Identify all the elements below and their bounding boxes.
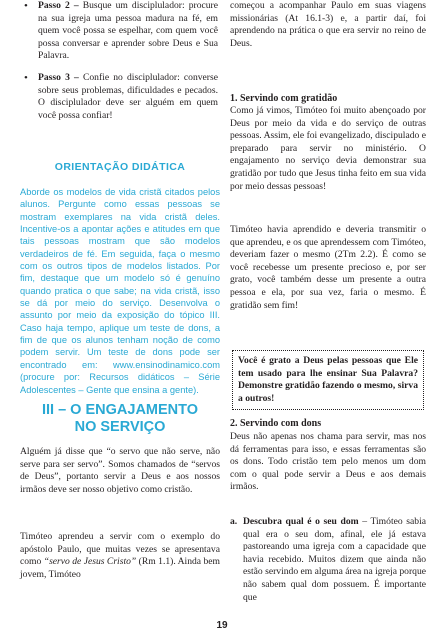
bullet-icon: • [24,72,28,84]
intro-paragraph-2-start: Timóteo aprendeu a servir com o exemplo do apóstolo Paulo, que muitas vezes se apresentava como [20,531,220,568]
step-3-label: Passo 3 – [38,72,79,83]
page-number: 19 [216,620,228,631]
intro-quote: “servo de Jesus Cristo” [43,556,137,568]
item-a-text: – Timóteo sabia qual era o seu dom, afinal, ele já estava pastoreando uma igreja com a capacidade que havia recebido. Muitos dizem que ainda não estão servindo em alguma área na igreja porque não sabem qual dom possuem. É importante que [243,516,427,603]
step-3-paragraph [38,72,218,122]
item-a-marker: a. [230,516,238,527]
step-2-paragraph [38,0,218,63]
reflection-callout: Você é grato a Deus pelas pessoas que Ele tem usado para lhe ensinar Sua Palavra? Demonstre gratidão fazendo o mesmo, sirva a outros! [232,350,424,410]
item-a-paragraph [243,516,426,604]
didactic-heading: ORIENTAÇÃO DIDÁTICA [54,161,186,173]
gratidao-paragraph-2: Timóteo havia aprendido e deveria transmitir o que aprendeu, e os que aprendessem com Timóteo, deveriam fazer o mesmo (2Tm 2.2). É como se você recebesse um presente precioso e, por ser grato, você também desse um presente a outra pessoa e ela, por sua vez, faria o mesmo. É gratidão sem fim! [230,224,426,311]
gratidao-paragraph-1: Como já vimos, Timóteo foi muito abençoado por Deus por meio da vida e do serviço de outras pessoas. Assim, ele foi evangelizado, discipulado e preparado para servir no ministério. O engajamento no serviço devia demonstrar sua gratidão por tudo que Jesus tinha feito em sua vida por meio dessas pessoas! [230,105,426,192]
section-heading-line-1: III – O ENGAJAMENTO [41,402,199,418]
step-3-text: Confie no disciplulador: converse sobre seus problemas, dificuldades e pecados. O disciplulador deve ser alguém em quem você possa confiar! [38,72,218,121]
intro-paragraph-2 [20,531,220,581]
subheading-gratidao: 1. Servindo com gratidão [230,93,338,104]
step-2-label: Passo 2 – [38,0,79,11]
step-2-text: Busque um disciplulador: procure na sua igreja uma pessoa madura na fé, em quem você possa se espelhar, com quem você possa conversar e aprender sobre Deus e Sua Palavra. [38,0,219,62]
intro-paragraph-2-end: (Rm 1.1). Ainda bem jovem, Timóteo [20,556,220,580]
subheading-dons: 2. Servindo com dons [230,418,322,429]
section-heading-line-2: NO SERVIÇO [74,419,166,435]
continued-paragraph: começou a acompanhar Paulo em suas viagens missionárias (At 16.1-3) e, a partir daí, foi aprendendo na prática o que era servir no reino de Deus. [230,0,426,49]
bullet-icon: • [24,0,28,12]
didactic-text: Aborde os modelos de vida cristã citados pelos alunos. Pergunte como essas pessoas se mostram exemplares na vida cristã deles. Incentive-os a apontar ações e atitudes em que tais pessoas mostram que são modelos verdadeiros de fé. Em seguida, faça o mesmo com os outros tipos de modelos listados. Por fim, destaque que um modelo só é genuíno quando pratica o que sabe; na vida cristã, isso se dá por meio do serviço. Desenvolva o assunto por meio da exposição do tópico III. Caso haja tempo, aplique um teste de dons, a fim de que os alunos tenham noção de como podem servir. Um teste de dons pode ser encontrado em: www.ensinodinamico.com (procure por: Recursos didáticos – Série Adolescentes – Gente que ensina a gente). [20,187,220,395]
intro-paragraph-1: Alguém já disse que “o servo que não serve, não serve para ser servo”. Somos chamados de “servos de Deus”, portanto servir a Deus e aos nossos irmãos deve ser nosso objetivo como cristão. [20,446,220,495]
item-a-title: Descubra qual é o seu dom [243,516,359,527]
dons-paragraph: Deus não apenas nos chama para servir, mas nos dá ferramentas para isso, e essas ferramentas são os dons. Todo cristão tem pelo menos um dom com o qual pode servir a Deus e aos demais irmãos. [230,431,426,493]
